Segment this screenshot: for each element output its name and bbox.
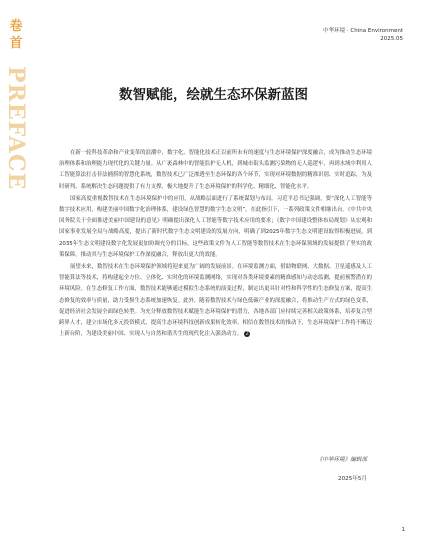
page-number: 1 — [401, 527, 405, 533]
section-label-cn: 卷首 — [9, 19, 23, 51]
paragraph-3-text: 展望未来，数智技术在生态环境保护领域将迎来更为广阔的发展前景。在环境监测方面，借助物联网、大数据、卫星遥感及人工智能算法等技术，将构建起全方位、立体化、实时化的环境监测网络，实现对各类环境要素的精准感知与动态监测，提前预警潜在的环境风险。在生态修复工作方面，数智技术能够通过模拟生态系统的演变过程，制定出更具针对性和科学性的生态修复方案，提高生态修复的效率与质量，助力受损生态系统加速恢复。此外，随着数智技术与绿色低碳产业的深度融合，将推动生产方式的绿色变革，促进经济社会发展全面绿色转型。为充分释放数智技术赋能生态环境保护的潜力，各地各部门应持续完善相关政策体系，培养复合型跨界人才，建立市场化多元投资模式，提高生态环境科技创新成果转化效率。相信在数智技术的推动下，生态环境保护工作将不断迈上新台阶，为建设美丽中国、实现人与自然和谐共生的现代化注入强劲动力。 — [59, 264, 372, 338]
journal-name: 中华环境 · China Environment — [323, 28, 403, 34]
journal-header — [323, 27, 403, 43]
end-mark-icon: Z — [245, 330, 249, 336]
article-title: 数智赋能，绘就生态环保新蓝图 — [119, 87, 308, 103]
paragraph-3 — [59, 262, 372, 340]
editorial-signature: 《中华环境》编辑部 — [316, 457, 367, 463]
issue-number: 2025.05 — [380, 36, 403, 42]
article-body — [59, 148, 372, 341]
paragraph-2: 国家高度重视数智技术在生态环境保护中的应用，从战略层面进行了系统谋划与布局。习近平总书记强调，要“深化人工智能等数字技术应用，构建美丽中国数字化治理体系，建设绿色智慧的数字生态文明”。在此指引下，一系列政策文件相继出台。《中共中央 国务院关于全面推进美丽中国建设的意见》明确提出深化人工智能等数字技术应用的要求；《数字中国建设整体布局规划》从宏观和国家事业发展全局与战略高度，提出了新时代数字生态文明建设的发展方向，明确了到2025年数字生态文明建设取得积极进展，到2035年生态文明建设数字化发展更加协调充分的目标。这些政策文件为人工智能等数智技术在生态环保领域的发展提供了坚实的政策保障，推动其与生态环境保护工作深度融合，释放出更大的效能。 — [59, 195, 372, 258]
section-label-en: PREFACE — [3, 66, 29, 191]
section-sidebar — [0, 0, 32, 552]
publication-date: 2025年5月 — [338, 476, 367, 482]
paragraph-1: 在新一轮科技革命和产业变革的浪潮中，数字化、智能化技术正以前所未有的速度与生态环境保护深度融合，成为推动生态环境治理体系和治理能力现代化的关键力量。从广袤森林中的智能监护无人机，到城市街头监测污染物的无人巡逻车，再到水域中利用人工智能算法打击非法捕捞的智慧化系统，数智技术已广泛渗透至生态环保的各个环节，实现对环境数据的精准识别、实时追踪，为及时研判、系统解决生态问题提供了有力支撑，极大地提升了生态环境保护的科学化、精细化、智能化水平。 — [59, 150, 372, 190]
